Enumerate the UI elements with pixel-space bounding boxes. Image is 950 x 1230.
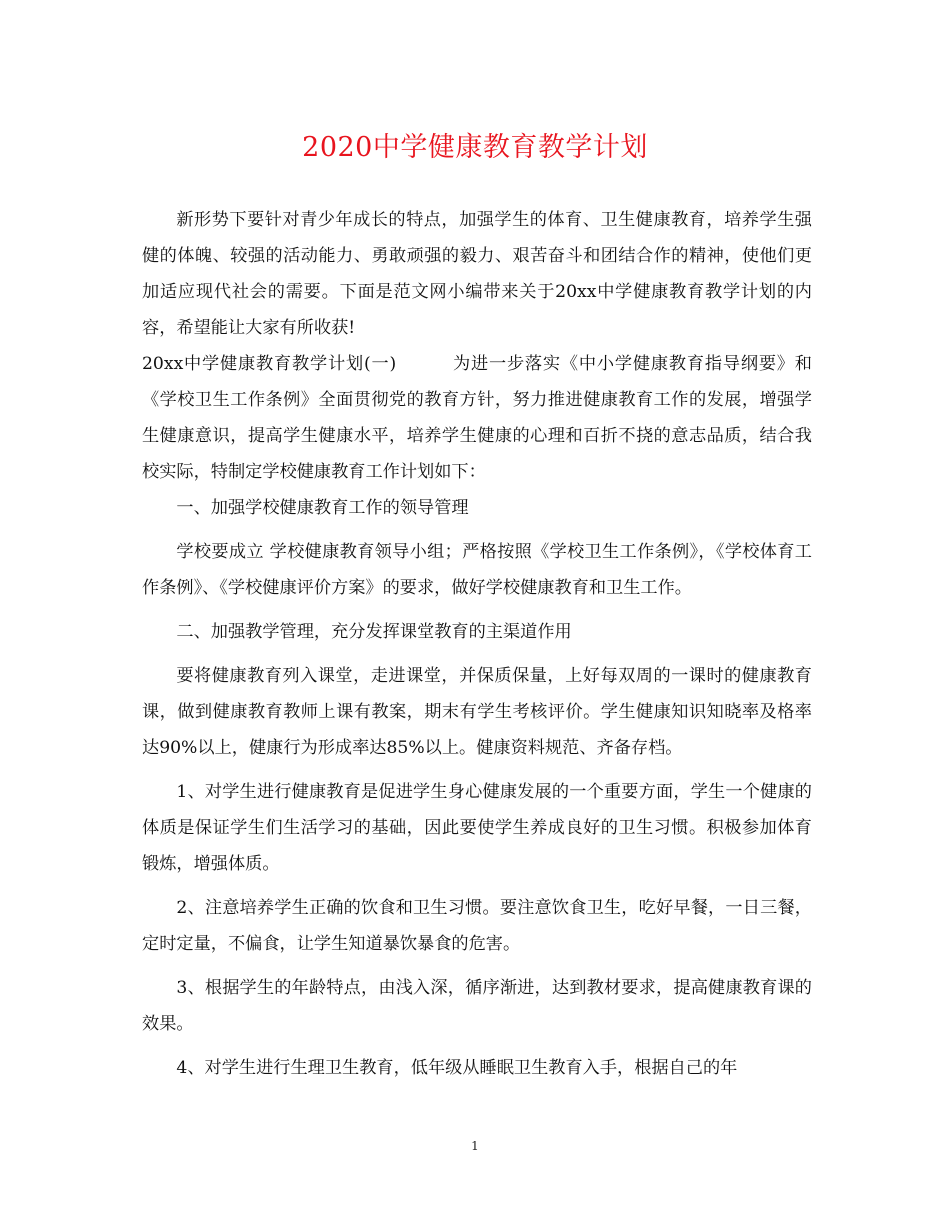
document-body — [142, 202, 812, 1094]
section-body-1: 学校要成立 学校健康教育领导小组；严格按照《学校卫生工作条例》，《学校体育工作条例》、《学校健康评价方案》的要求，做好学校健康教育和卫生工作。 — [142, 542, 812, 598]
plan-subtitle: 20xx中学健康教育教学计划(一) — [142, 354, 397, 374]
list-item-2: 2、注意培养学生正确的饮食和卫生习惯。要注意饮食卫生，吃好早餐，一日三餐，定时定量，不偏食，让学生知道暴饮暴食的危害。 — [142, 898, 812, 954]
list-item-4: 4、对学生进行生理卫生教育，低年级从睡眠卫生教育入手，根据自己的年 — [176, 1058, 738, 1078]
section-heading-2: 二、加强教学管理，充分发挥课堂教育的主渠道作用 — [176, 622, 572, 642]
page-number: 1 — [471, 1139, 479, 1153]
document-title: 2020中学健康教育教学计划 — [302, 132, 648, 163]
list-item-1: 1、对学生进行健康教育是促进学生身心健康发展的一个重要方面，学生一个健康的体质是保证学生们生活学习的基础，因此要使学生养成良好的卫生习惯。积极参加体育锻炼，增强体质。 — [142, 782, 812, 874]
intro-paragraph: 新形势下要针对青少年成长的特点，加强学生的体育、卫生健康教育，培养学生强健的体魄、较强的活动能力、勇敢顽强的毅力、艰苦奋斗和团结合作的精神，使他们更加适应现代社会的需要。下面是范文网小编带来关于20xx中学健康教育教学计划的内容，希望能让大家有所收获! — [142, 210, 812, 338]
plan-heading-line — [142, 346, 812, 490]
list-item-3: 3、根据学生的年龄特点，由浅入深，循序渐进，达到教材要求，提高健康教育课的效果。 — [142, 978, 812, 1034]
plan-intro-text: 为进一步落实《中小学健康教育指导纲要》和《学校卫生工作条例》全面贯彻党的教育方针，努力推进健康教育工作的发展，增强学生健康意识，提高学生健康水平，培养学生健康的心理和百折不挠的意志品质，结合我校实际，特制定学校健康教育工作计划如下： — [142, 354, 812, 482]
section-body-2: 要将健康教育列入课堂，走进课堂，并保质保量，上好每双周的一课时的健康教育课，做到健康教育教师上课有教案，期末有学生考核评价。学生健康知识知晓率及格率达90%以上，健康行为形成率达85%以上。健康资料规范、齐备存档。 — [142, 666, 812, 758]
section-heading-1: 一、加强学校健康教育工作的领导管理 — [176, 498, 469, 518]
